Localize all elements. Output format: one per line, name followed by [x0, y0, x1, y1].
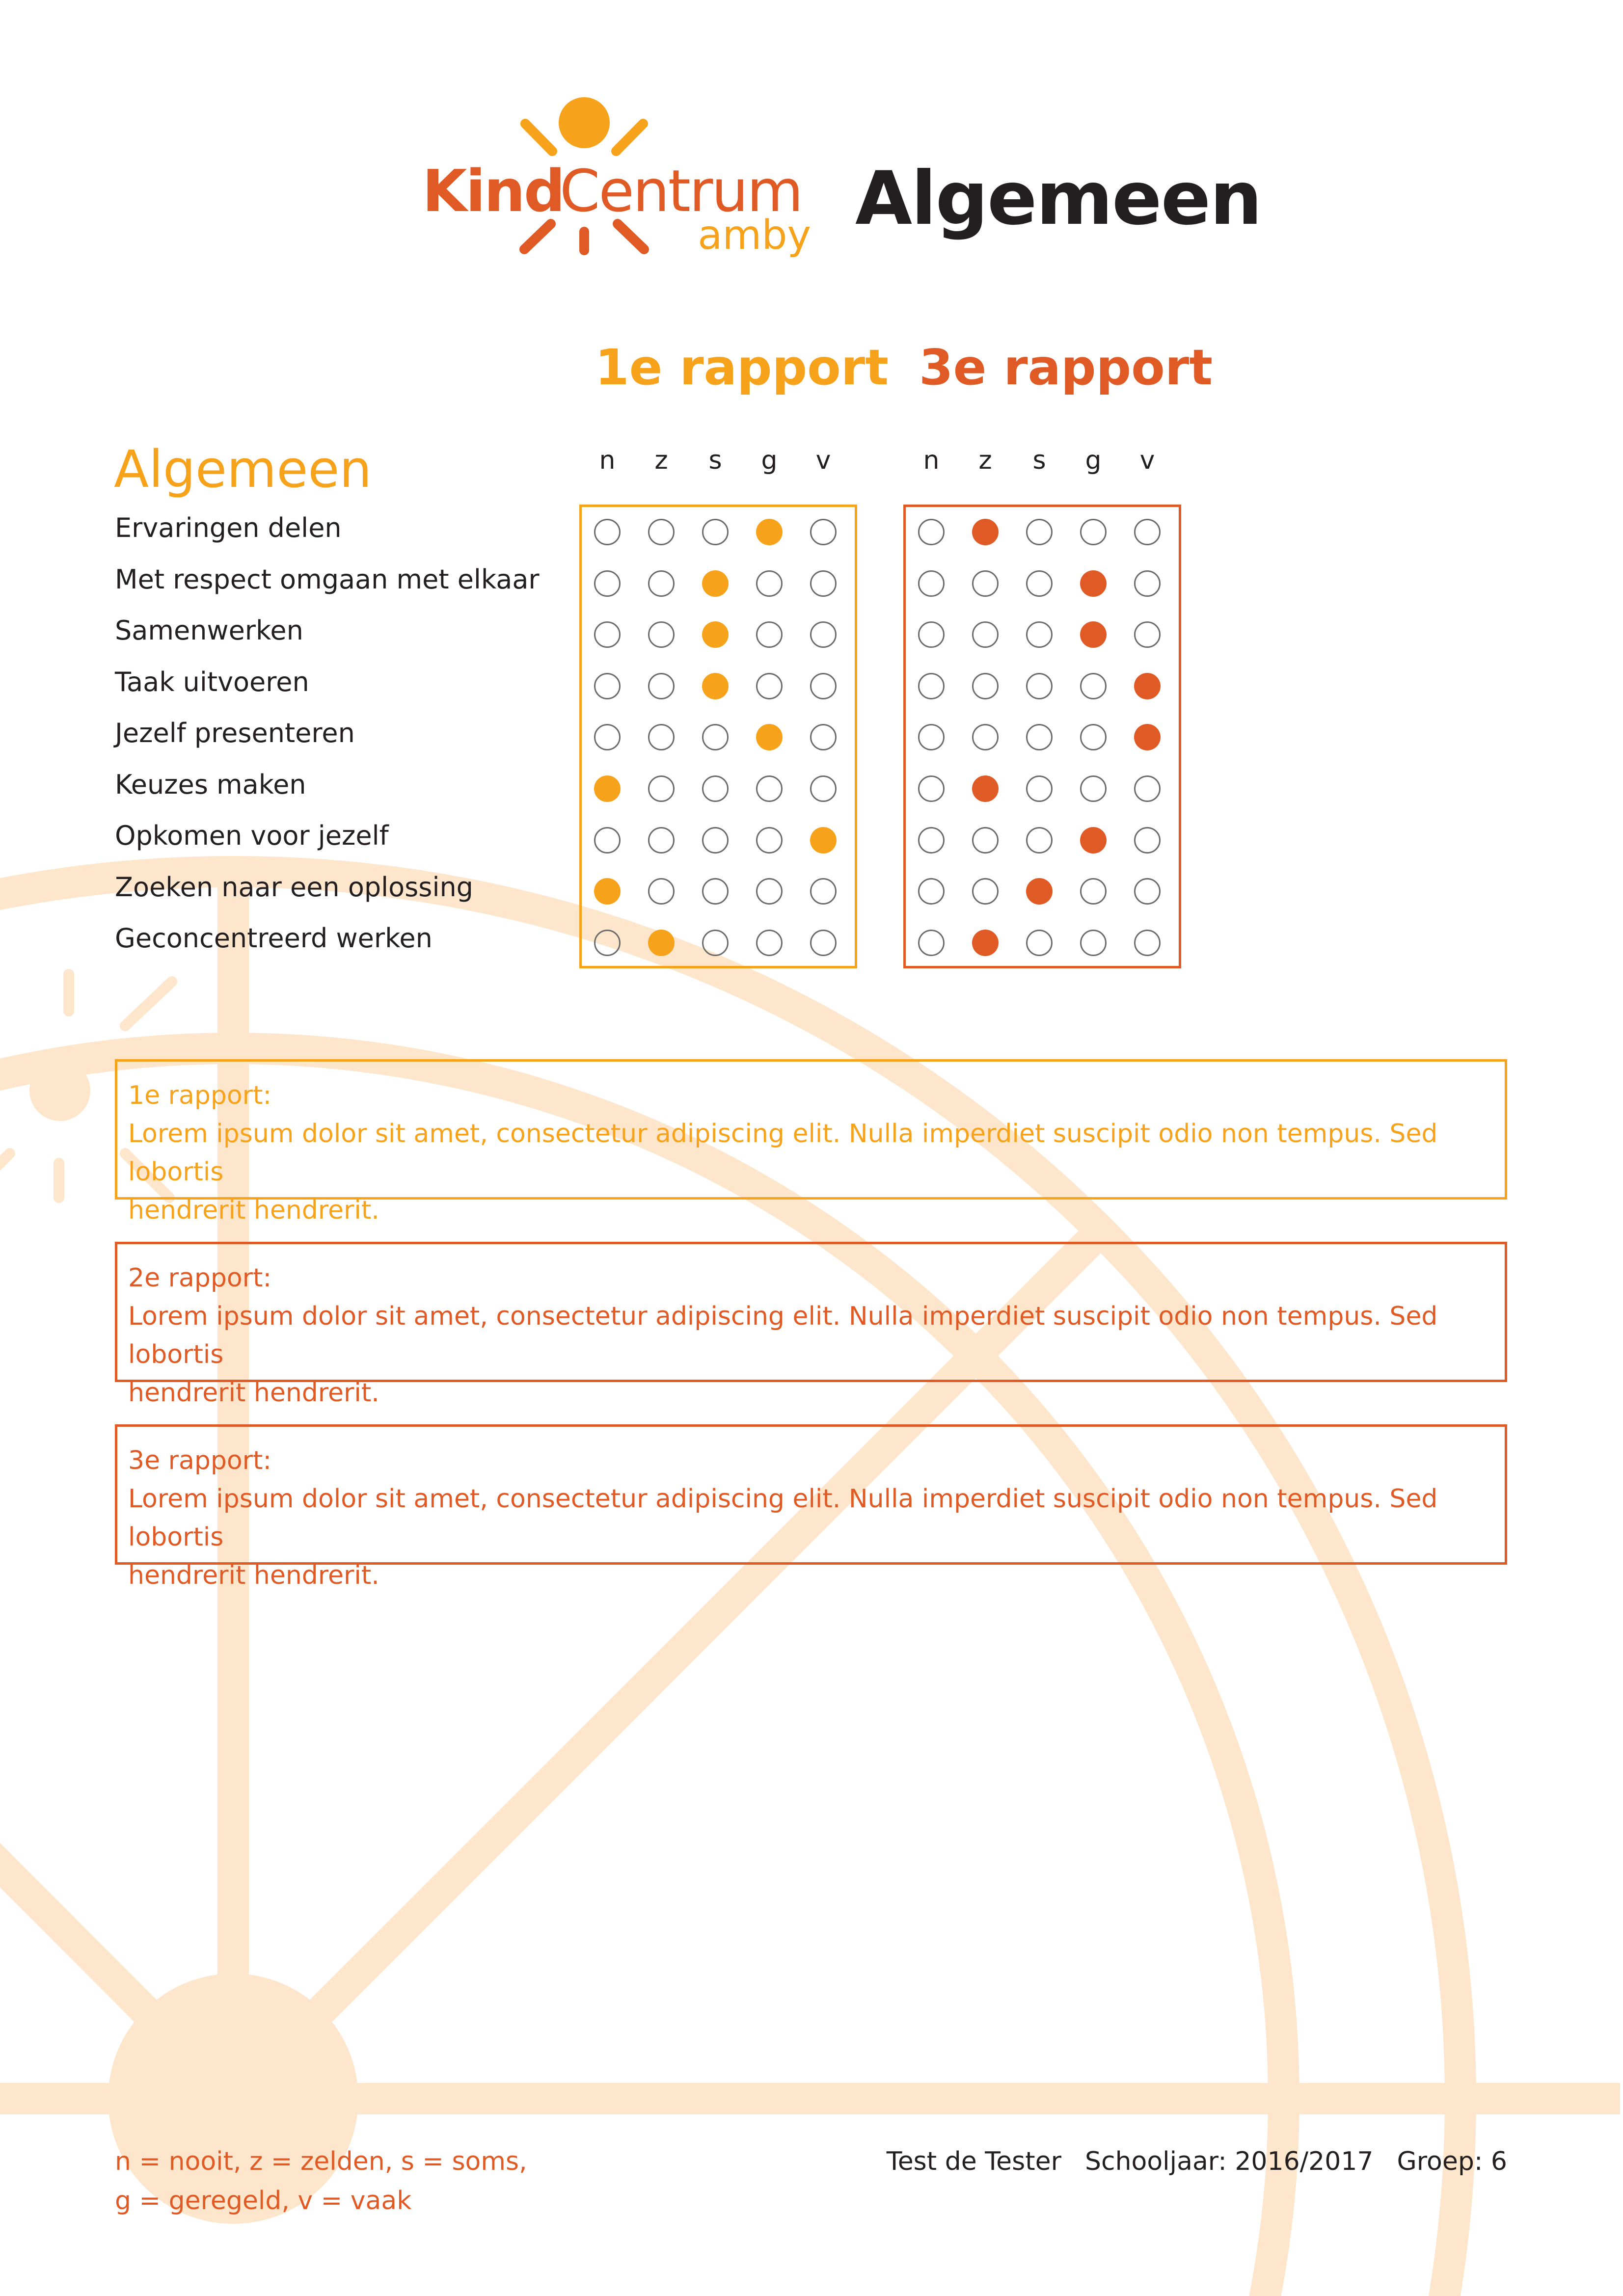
- group-number: Groep: 6: [1397, 2147, 1507, 2176]
- rating-dot-r3-v: [1134, 519, 1161, 545]
- rating-dot-r1-g: [756, 827, 783, 854]
- column-label-r1: g: [761, 446, 778, 475]
- rating-dot-r1-v: [810, 775, 837, 802]
- rating-dot-r3-s: [1026, 930, 1053, 956]
- rating-dot-r1-s-selected: [702, 570, 729, 597]
- rating-dot-r1-s-selected: [702, 673, 729, 699]
- rating-dot-r1-v-selected: [810, 827, 837, 854]
- rating-dot-r1-v: [810, 878, 837, 905]
- comment-box-report-1: [115, 1059, 1507, 1225]
- rating-dot-r3-v: [1134, 570, 1161, 597]
- column-label-r1: s: [708, 446, 722, 475]
- rating-dot-r3-z: [972, 724, 999, 750]
- rating-dot-r3-n: [918, 519, 945, 545]
- rating-dot-r3-n: [918, 673, 945, 699]
- column-label-r1: v: [815, 446, 831, 475]
- rating-dot-r1-n: [594, 724, 621, 750]
- rating-dot-r3-z-selected: [972, 775, 999, 802]
- rating-dot-r3-n: [918, 621, 945, 648]
- rating-dot-r1-z: [648, 775, 675, 802]
- logo-word-kind: Kind: [422, 157, 564, 225]
- rating-dot-r1-g: [756, 621, 783, 648]
- rating-dot-r3-z-selected: [972, 930, 999, 956]
- rating-dot-r1-z: [648, 878, 675, 905]
- kindcentrum-logo: [422, 93, 815, 260]
- rating-dot-r3-z: [972, 827, 999, 854]
- rating-dot-r3-s-selected: [1026, 878, 1053, 905]
- rating-dot-r1-z-selected: [648, 930, 675, 956]
- report-3-heading: 3e rapport: [919, 339, 1213, 396]
- rating-dot-r1-v: [810, 673, 837, 699]
- page-title: Algemeen: [855, 156, 1262, 241]
- rating-dot-r1-n: [594, 827, 621, 854]
- column-label-r3: g: [1085, 446, 1102, 475]
- rating-dot-r1-z: [648, 673, 675, 699]
- rating-dot-r3-s: [1026, 724, 1053, 750]
- criterion-label: Keuzes maken: [115, 769, 306, 800]
- rating-dot-r3-z: [972, 570, 999, 597]
- rating-dot-r1-v: [810, 621, 837, 648]
- rating-dot-r3-z: [972, 878, 999, 905]
- rating-dot-r1-g: [756, 930, 783, 956]
- legend-line: g = geregeld, v = vaak: [115, 2186, 412, 2216]
- rating-dot-r3-g: [1080, 930, 1107, 956]
- rating-dot-r1-g: [756, 775, 783, 802]
- criterion-label: Met respect omgaan met elkaar: [115, 564, 540, 595]
- criterion-label: Opkomen voor jezelf: [115, 820, 389, 851]
- comment-text: hendrerit hendrerit.: [128, 1378, 379, 1408]
- rating-dot-r3-n: [918, 570, 945, 597]
- student-name: Test de Tester: [886, 2147, 1061, 2176]
- criterion-label: Geconcentreerd werken: [115, 923, 433, 954]
- criterion-label: Jezelf presenteren: [115, 718, 355, 748]
- rating-dot-r3-g: [1080, 519, 1107, 545]
- rating-dot-r3-s: [1026, 621, 1053, 648]
- comment-text: hendrerit hendrerit.: [128, 1196, 379, 1225]
- rating-dot-r3-n: [918, 724, 945, 750]
- comment-label: 2e rapport:: [128, 1263, 271, 1293]
- rating-dot-r3-z: [972, 673, 999, 699]
- rating-dot-r1-n: [594, 519, 621, 545]
- rating-dot-r1-n-selected: [594, 775, 621, 802]
- comment-text: Lorem ipsum dolor sit amet, consectetur adipiscing elit. Nulla imperdiet suscipit odio non tempus. Sed lobortis: [128, 1302, 1438, 1369]
- rating-dot-r1-s: [702, 878, 729, 905]
- rating-dot-r1-g: [756, 673, 783, 699]
- report-1-heading: 1e rapport: [595, 339, 889, 396]
- column-label-r3: z: [978, 446, 992, 475]
- rating-dot-r1-v: [810, 519, 837, 545]
- column-label-r1: n: [599, 446, 616, 475]
- rating-dot-r1-n: [594, 621, 621, 648]
- column-label-r3: n: [923, 446, 940, 475]
- rating-dot-r1-n-selected: [594, 878, 621, 905]
- rating-dot-r1-s: [702, 724, 729, 750]
- rating-dot-r3-n: [918, 827, 945, 854]
- rating-dot-r1-z: [648, 724, 675, 750]
- rating-dot-r3-v: [1134, 827, 1161, 854]
- rating-dot-r1-g-selected: [756, 724, 783, 750]
- comment-label: 3e rapport:: [128, 1446, 271, 1475]
- rating-dot-r3-v-selected: [1134, 724, 1161, 750]
- rating-dot-r3-z-selected: [972, 519, 999, 545]
- rating-dot-r1-g: [756, 878, 783, 905]
- rating-dot-r3-g-selected: [1080, 570, 1107, 597]
- comment-text: Lorem ipsum dolor sit amet, consectetur adipiscing elit. Nulla imperdiet suscipit odio non tempus. Sed lobortis: [128, 1484, 1438, 1552]
- comment-box-report-2: [115, 1242, 1507, 1408]
- rating-dot-r3-v-selected: [1134, 673, 1161, 699]
- comment-text: hendrerit hendrerit.: [128, 1561, 379, 1590]
- rating-dot-r1-z: [648, 827, 675, 854]
- logo-word-centrum: Centrum: [560, 157, 802, 225]
- rating-dot-r3-n: [918, 775, 945, 802]
- rating-dot-r1-z: [648, 519, 675, 545]
- rating-dot-r1-g: [756, 570, 783, 597]
- column-label-r3: s: [1032, 446, 1046, 475]
- rating-dot-r3-n: [918, 878, 945, 905]
- rating-dot-r1-s: [702, 775, 729, 802]
- rating-dot-r3-s: [1026, 570, 1053, 597]
- criterion-label: Zoeken naar een oplossing: [115, 872, 473, 903]
- rating-dot-r1-v: [810, 930, 837, 956]
- rating-dot-r3-g: [1080, 724, 1107, 750]
- rating-dot-r3-g-selected: [1080, 621, 1107, 648]
- rating-dot-r1-n: [594, 930, 621, 956]
- rating-dot-r1-n: [594, 673, 621, 699]
- rating-dot-r3-s: [1026, 775, 1053, 802]
- school-year: Schooljaar: 2016/2017: [1085, 2147, 1374, 2176]
- criterion-label: Ervaringen delen: [115, 512, 342, 543]
- column-label-r3: v: [1139, 446, 1155, 475]
- rating-dot-r3-v: [1134, 621, 1161, 648]
- column-label-r1: z: [654, 446, 668, 475]
- footer-info: [863, 2142, 1507, 2181]
- rating-dot-r3-s: [1026, 519, 1053, 545]
- rating-dot-r1-g-selected: [756, 519, 783, 545]
- rating-dot-r1-v: [810, 724, 837, 750]
- rating-dot-r3-g: [1080, 775, 1107, 802]
- rating-dot-r3-g: [1080, 878, 1107, 905]
- logo-word-amby: amby: [698, 212, 811, 259]
- rating-dot-r1-z: [648, 621, 675, 648]
- legend-line: n = nooit, z = zelden, s = soms,: [115, 2147, 527, 2176]
- comment-text: Lorem ipsum dolor sit amet, consectetur adipiscing elit. Nulla imperdiet suscipit odio non tempus. Sed lobortis: [128, 1119, 1438, 1187]
- rating-dot-r3-s: [1026, 827, 1053, 854]
- rating-dot-r3-s: [1026, 673, 1053, 699]
- rating-dot-r1-n: [594, 570, 621, 597]
- criterion-label: Taak uitvoeren: [115, 667, 309, 697]
- rating-dot-r1-s: [702, 930, 729, 956]
- rating-dot-r3-z: [972, 621, 999, 648]
- comment-box-report-3: [115, 1424, 1507, 1590]
- rating-dot-r1-z: [648, 570, 675, 597]
- rating-dot-r3-g: [1080, 673, 1107, 699]
- comment-label: 1e rapport:: [128, 1081, 271, 1110]
- rating-dot-r1-s: [702, 519, 729, 545]
- rating-legend: [115, 2142, 527, 2220]
- rating-dot-r3-v: [1134, 930, 1161, 956]
- section-title: Algemeen: [114, 439, 372, 499]
- rating-dot-r1-s-selected: [702, 621, 729, 648]
- rating-dot-r1-s: [702, 827, 729, 854]
- criterion-label: Samenwerken: [115, 615, 303, 646]
- rating-dot-r3-g-selected: [1080, 827, 1107, 854]
- rating-dot-r3-v: [1134, 878, 1161, 905]
- rating-dot-r1-v: [810, 570, 837, 597]
- rating-dot-r3-v: [1134, 775, 1161, 802]
- rating-dot-r3-n: [918, 930, 945, 956]
